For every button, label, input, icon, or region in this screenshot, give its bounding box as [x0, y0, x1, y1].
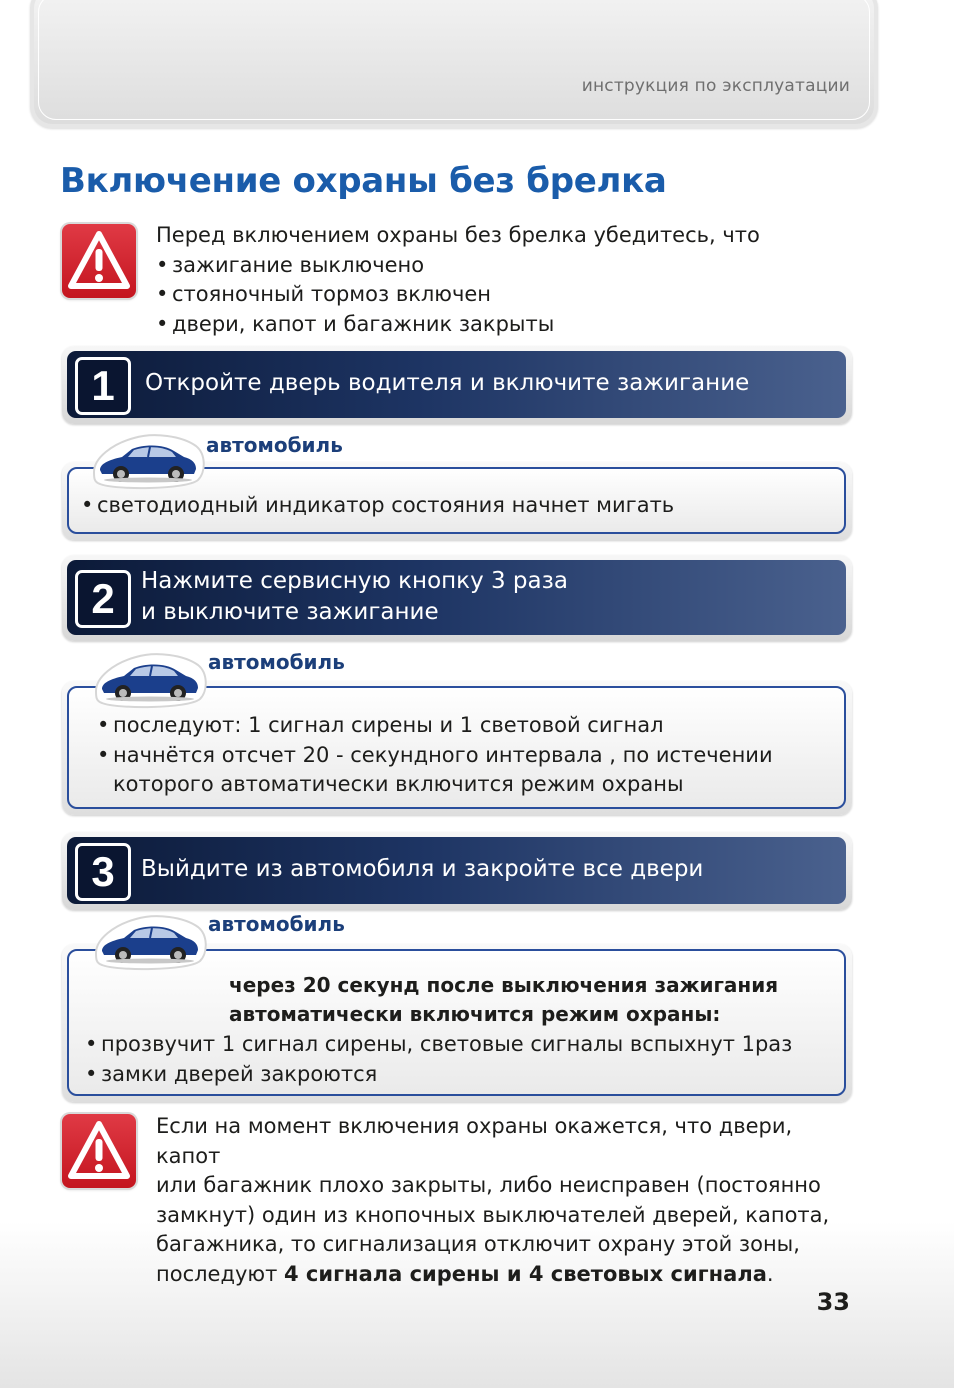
header-band-inner: [38, 0, 870, 120]
result-item: • прозвучит 1 сигнал сирены, световые сигналы вспыхнут 1раз: [85, 1030, 792, 1060]
step-1-result-label: автомобиль: [206, 433, 343, 457]
precaution-item: • двери, капот и багажник закрыты: [156, 310, 856, 340]
step-2-text-line: и выключите зажигание: [141, 599, 439, 625]
result-item: • светодиодный индикатор состояния начнет мигать: [81, 491, 674, 521]
step-2-banner: [62, 555, 852, 641]
step-1-number: 1: [75, 357, 131, 415]
page-title: Включение охраны без брелка: [60, 161, 667, 201]
step-1-banner: [62, 346, 852, 424]
step-2-text-line: Нажмите сервисную кнопку 3 раза: [141, 568, 568, 594]
precaution-item: • стояночный тормоз включен: [156, 280, 856, 310]
warning-emphasis: 4 сигнала сирены и 4 световых сигнала: [284, 1261, 767, 1286]
warning-triangle-icon: [62, 224, 136, 298]
warning-line: Если на момент включения охраны окажется, что двери, капот: [156, 1114, 793, 1168]
step-3-result-inner: [67, 949, 846, 1096]
warning-text: [156, 1112, 856, 1289]
step-1-banner-inner: [67, 351, 846, 418]
step-3-text: Выйдите из автомобиля и закройте все двери: [141, 856, 704, 882]
step-3-result-label: автомобиль: [208, 912, 345, 936]
step-2-text: [141, 566, 568, 628]
step-2-number: 2: [75, 570, 131, 628]
precaution-item: • зажигание выключено: [156, 251, 856, 281]
warning-line: замкнут) один из кнопочных выключателей дверей, капота,: [156, 1202, 830, 1227]
car-icon: [90, 913, 208, 971]
header-band: [30, 0, 878, 128]
step-3-result-heading: [229, 971, 778, 1029]
result-item: • начнётся отсчет 20 - секундного интервала , по истечении: [97, 741, 773, 771]
step-2-banner-inner: [67, 560, 846, 635]
warning-line: багажника, то сигнализация отключит охрану этой зоны,: [156, 1232, 800, 1256]
precaution-intro: Перед включением охраны без брелка убедитесь, что: [156, 223, 760, 247]
warning-line: или багажник плохо закрыты, либо неисправен (постоянно: [156, 1173, 821, 1197]
result-heading-line: автоматически включится режим охраны:: [229, 1002, 721, 1026]
step-3-number: 3: [75, 843, 131, 901]
warning-triangle-icon: [62, 1114, 136, 1188]
car-icon: [90, 651, 208, 709]
result-item: • последуют: 1 сигнал сирены и 1 световой сигнал: [97, 711, 773, 741]
step-3-banner-inner: [67, 837, 846, 904]
result-item-continuation: которого автоматически включится режим охраны: [113, 772, 684, 796]
result-heading-line: через 20 секунд после выключения зажигания: [229, 973, 779, 997]
warning-line: последуют 4 сигнала сирены и 4 световых сигнала.: [156, 1261, 774, 1286]
header-text: инструкция по эксплуатации: [581, 76, 850, 96]
result-item: • замки дверей закроются: [85, 1060, 792, 1090]
step-1-text: Откройте дверь водителя и включите зажигание: [145, 370, 750, 396]
car-icon: [88, 432, 206, 490]
step-2-result-label: автомобиль: [208, 650, 345, 674]
page-number: 33: [816, 1288, 850, 1316]
precaution-text: [156, 221, 856, 339]
step-3-banner: [62, 832, 852, 910]
